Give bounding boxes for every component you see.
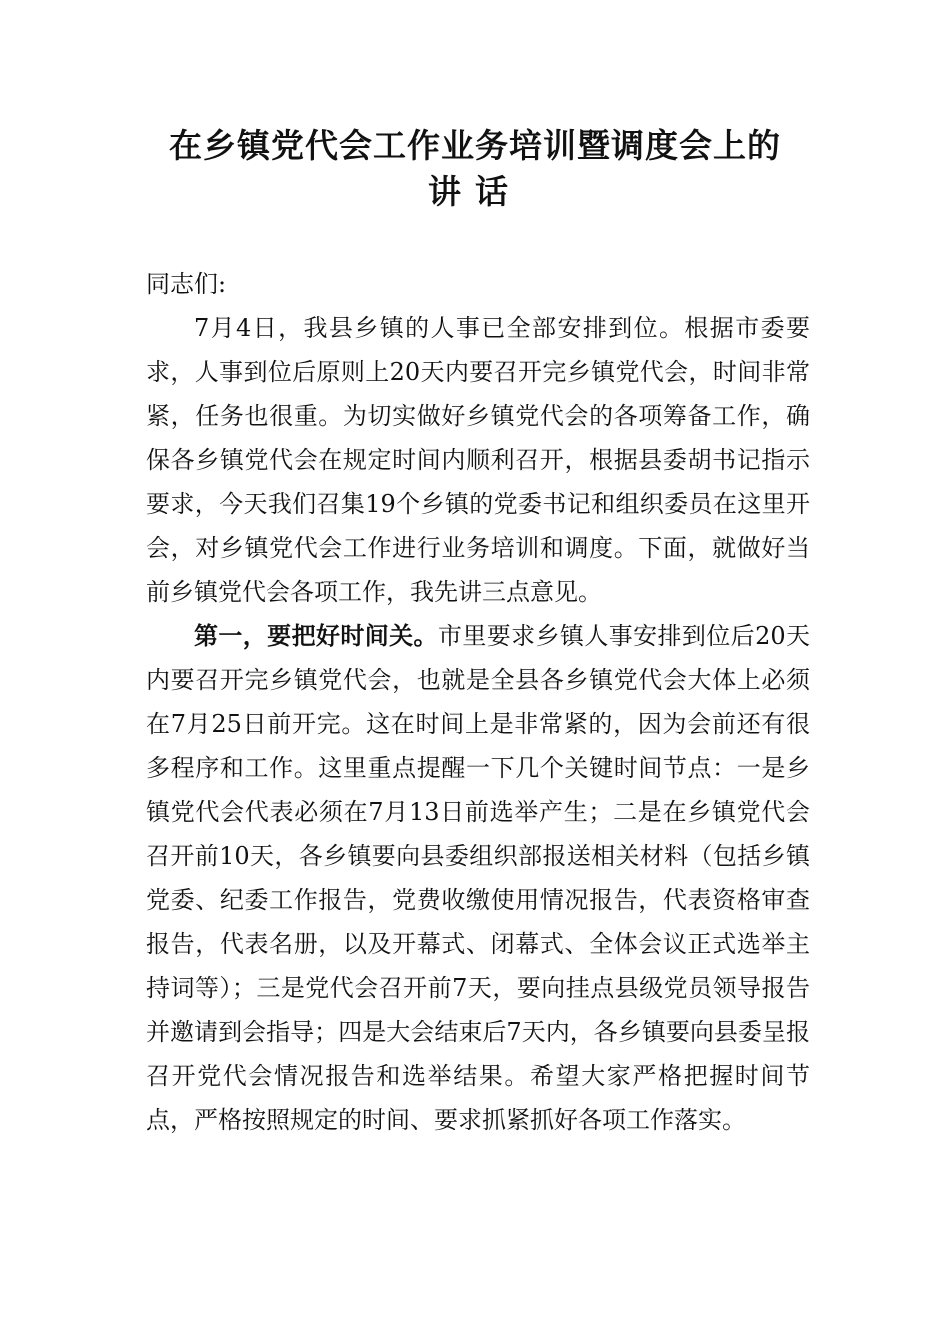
paragraph-intro [146,306,810,614]
paragraph-intro-text: 7月4日，我县乡镇的人事已全部安排到位。根据市委要求，人事到位后原则上20天内要召开完乡镇党代会，时间非常紧，任务也很重。为切实做好乡镇党代会的各项筹备工作，确保各乡镇党代会在规定时间内顺利召开，根据县委胡书记指示要求，今天我们召集19个乡镇的党委书记和组织委员在这里开会，对乡镇党代会工作进行业务培训和调度。下面，就做好当前乡镇党代会各项工作，我先讲三点意见。 [146,314,810,606]
document-title-line-2: 讲话 [428,172,522,211]
paragraph-point-one-heading: 第一，要把好时间关。 [194,622,438,650]
paragraph-point-one [146,614,810,1142]
document-title-line-1: 在乡镇党代会工作业务培训暨调度会上的 [169,126,781,165]
paragraph-point-one-text: 市里要求乡镇人事安排到位后20天内要召开完乡镇党代会，也就是全县各乡镇党代会大体上必须在7月25日前开完。这在时间上是非常紧的，因为会前还有很多程序和工作。这里重点提醒一下几个关键时间节点：一是乡镇党代会代表必须在7月13日前选举产生；二是在乡镇党代会召开前10天，各乡镇要向县委组织部报送相关材料（包括乡镇党委、纪委工作报告，党费收缴使用情况报告，代表资格审查报告，代表名册，以及开幕式、闭幕式、全体会议正式选举主持词等）；三是党代会召开前7天，要向挂点县级党员领导报告并邀请到会指导；四是大会结束后7天内，各乡镇要向县委呈报召开党代会情况报告和选举结果。希望大家严格把握时间节点，严格按照规定的时间、要求抓紧抓好各项工作落实。 [146,622,811,1134]
salutation: 同志们: [146,270,227,298]
